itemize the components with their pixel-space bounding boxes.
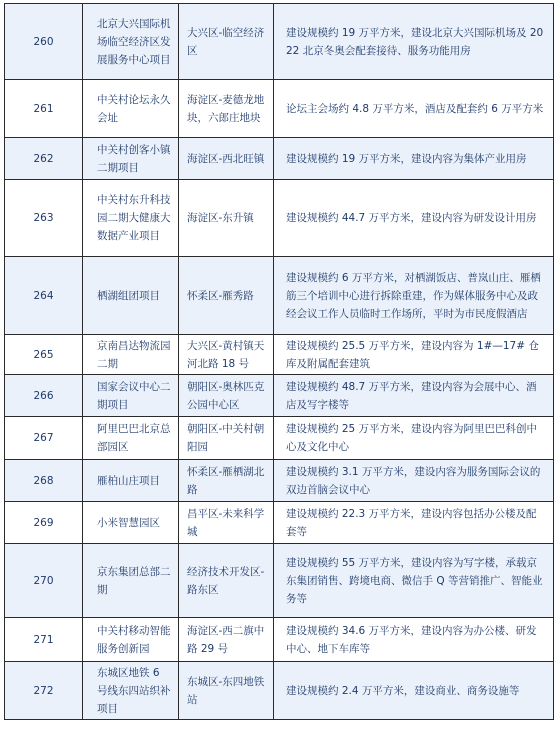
table-row <box>5 502 554 544</box>
table-row <box>5 460 554 502</box>
project-name: 国家会议中心二期项目 <box>83 375 179 417</box>
project-name: 中关村东升科技园二期大健康大数据产业项目 <box>83 180 179 257</box>
table-row <box>5 257 554 335</box>
project-description: 建设规模约 55 万平方米，建设内容为写字楼，承载京东集团销售、跨境电商、微信手 Q 等营销推广、智能业务等 <box>274 544 554 618</box>
project-name: 中关村论坛永久会址 <box>83 80 179 138</box>
table-row <box>5 4 554 80</box>
project-location: 昌平区-未来科学城 <box>179 502 274 544</box>
project-description: 建设规模约 3.1 万平方米，建设内容为服务国际会议的双边首脑会议中心 <box>274 460 554 502</box>
project-location: 经济技术开发区-路东区 <box>179 544 274 618</box>
table-row <box>5 180 554 257</box>
project-location: 海淀区-麦德龙地块，六郎庄地块 <box>179 80 274 138</box>
project-name: 雁柏山庄项目 <box>83 460 179 502</box>
project-description: 建设规模约 6 万平方米，对栖湖饭店、普岚山庄、雁栖筋三个培训中心进行拆除重建，作为媒体服务中心及政经会议工作人员临时工作场所，平时为市民度假酒店 <box>274 257 554 335</box>
row-number: 272 <box>5 662 83 720</box>
project-description: 建设规模约 19 万平方米，建设北京大兴国际机场及 2022 北京冬奥会配套接待、服务功能用房 <box>274 4 554 80</box>
project-location: 大兴区-临空经济区 <box>179 4 274 80</box>
project-location: 怀柔区-雁栖湖北路 <box>179 460 274 502</box>
table-row <box>5 618 554 662</box>
project-location: 海淀区-西北旺镇 <box>179 138 274 180</box>
row-number: 269 <box>5 502 83 544</box>
project-location: 大兴区-黄村镇天河北路 18 号 <box>179 335 274 375</box>
table-row <box>5 335 554 375</box>
table-row <box>5 80 554 138</box>
project-name: 北京大兴国际机场临空经济区发展服务中心项目 <box>83 4 179 80</box>
project-description: 建设规模约 48.7 万平方米，建设内容为会展中心、酒店及写字楼等 <box>274 375 554 417</box>
project-location: 海淀区-西二旗中路 29 号 <box>179 618 274 662</box>
row-number: 261 <box>5 80 83 138</box>
project-description: 建设规模约 22.3 万平方米，建设内容包括办公楼及配套等 <box>274 502 554 544</box>
project-location: 朝阳区-中关村朝阳园 <box>179 417 274 460</box>
row-number: 271 <box>5 618 83 662</box>
project-description: 建设规模约 25 万平方米，建设内容为阿里巴巴科创中心及文化中心 <box>274 417 554 460</box>
project-name: 中关村创客小镇二期项目 <box>83 138 179 180</box>
row-number: 268 <box>5 460 83 502</box>
project-name: 东城区地铁 6 号线东四站织补项目 <box>83 662 179 720</box>
row-number: 260 <box>5 4 83 80</box>
project-description: 论坛主会场约 4.8 万平方米，酒店及配套约 6 万平方米 <box>274 80 554 138</box>
project-name: 中关村移动智能服务创新园 <box>83 618 179 662</box>
project-location: 东城区-东四地铁站 <box>179 662 274 720</box>
table-row <box>5 138 554 180</box>
project-name: 京东集团总部二期 <box>83 544 179 618</box>
project-description: 建设规模约 44.7 万平方米，建设内容为研发设计用房 <box>274 180 554 257</box>
table-row <box>5 544 554 618</box>
row-number: 264 <box>5 257 83 335</box>
project-location: 怀柔区-雁秀路 <box>179 257 274 335</box>
table-row <box>5 662 554 720</box>
project-location: 朝阳区-奥林匹克公园中心区 <box>179 375 274 417</box>
row-number: 265 <box>5 335 83 375</box>
project-name: 小米智慧园区 <box>83 502 179 544</box>
row-number: 262 <box>5 138 83 180</box>
project-name: 栖湖组团项目 <box>83 257 179 335</box>
project-description: 建设规模约 2.4 万平方米，建设商业、商务设施等 <box>274 662 554 720</box>
project-table <box>4 3 554 720</box>
project-location: 海淀区-东升镇 <box>179 180 274 257</box>
row-number: 263 <box>5 180 83 257</box>
row-number: 267 <box>5 417 83 460</box>
table-row <box>5 417 554 460</box>
row-number: 266 <box>5 375 83 417</box>
project-description: 建设规模约 25.5 万平方米，建设内容为 1#—17# 仓库及附属配套建筑 <box>274 335 554 375</box>
project-name: 阿里巴巴北京总部园区 <box>83 417 179 460</box>
project-name: 京南昌达物流园二期 <box>83 335 179 375</box>
row-number: 270 <box>5 544 83 618</box>
table-row <box>5 375 554 417</box>
project-description: 建设规模约 34.6 万平方米，建设内容为办公楼、研发中心、地下车库等 <box>274 618 554 662</box>
project-description: 建设规模约 19 万平方米，建设内容为集体产业用房 <box>274 138 554 180</box>
